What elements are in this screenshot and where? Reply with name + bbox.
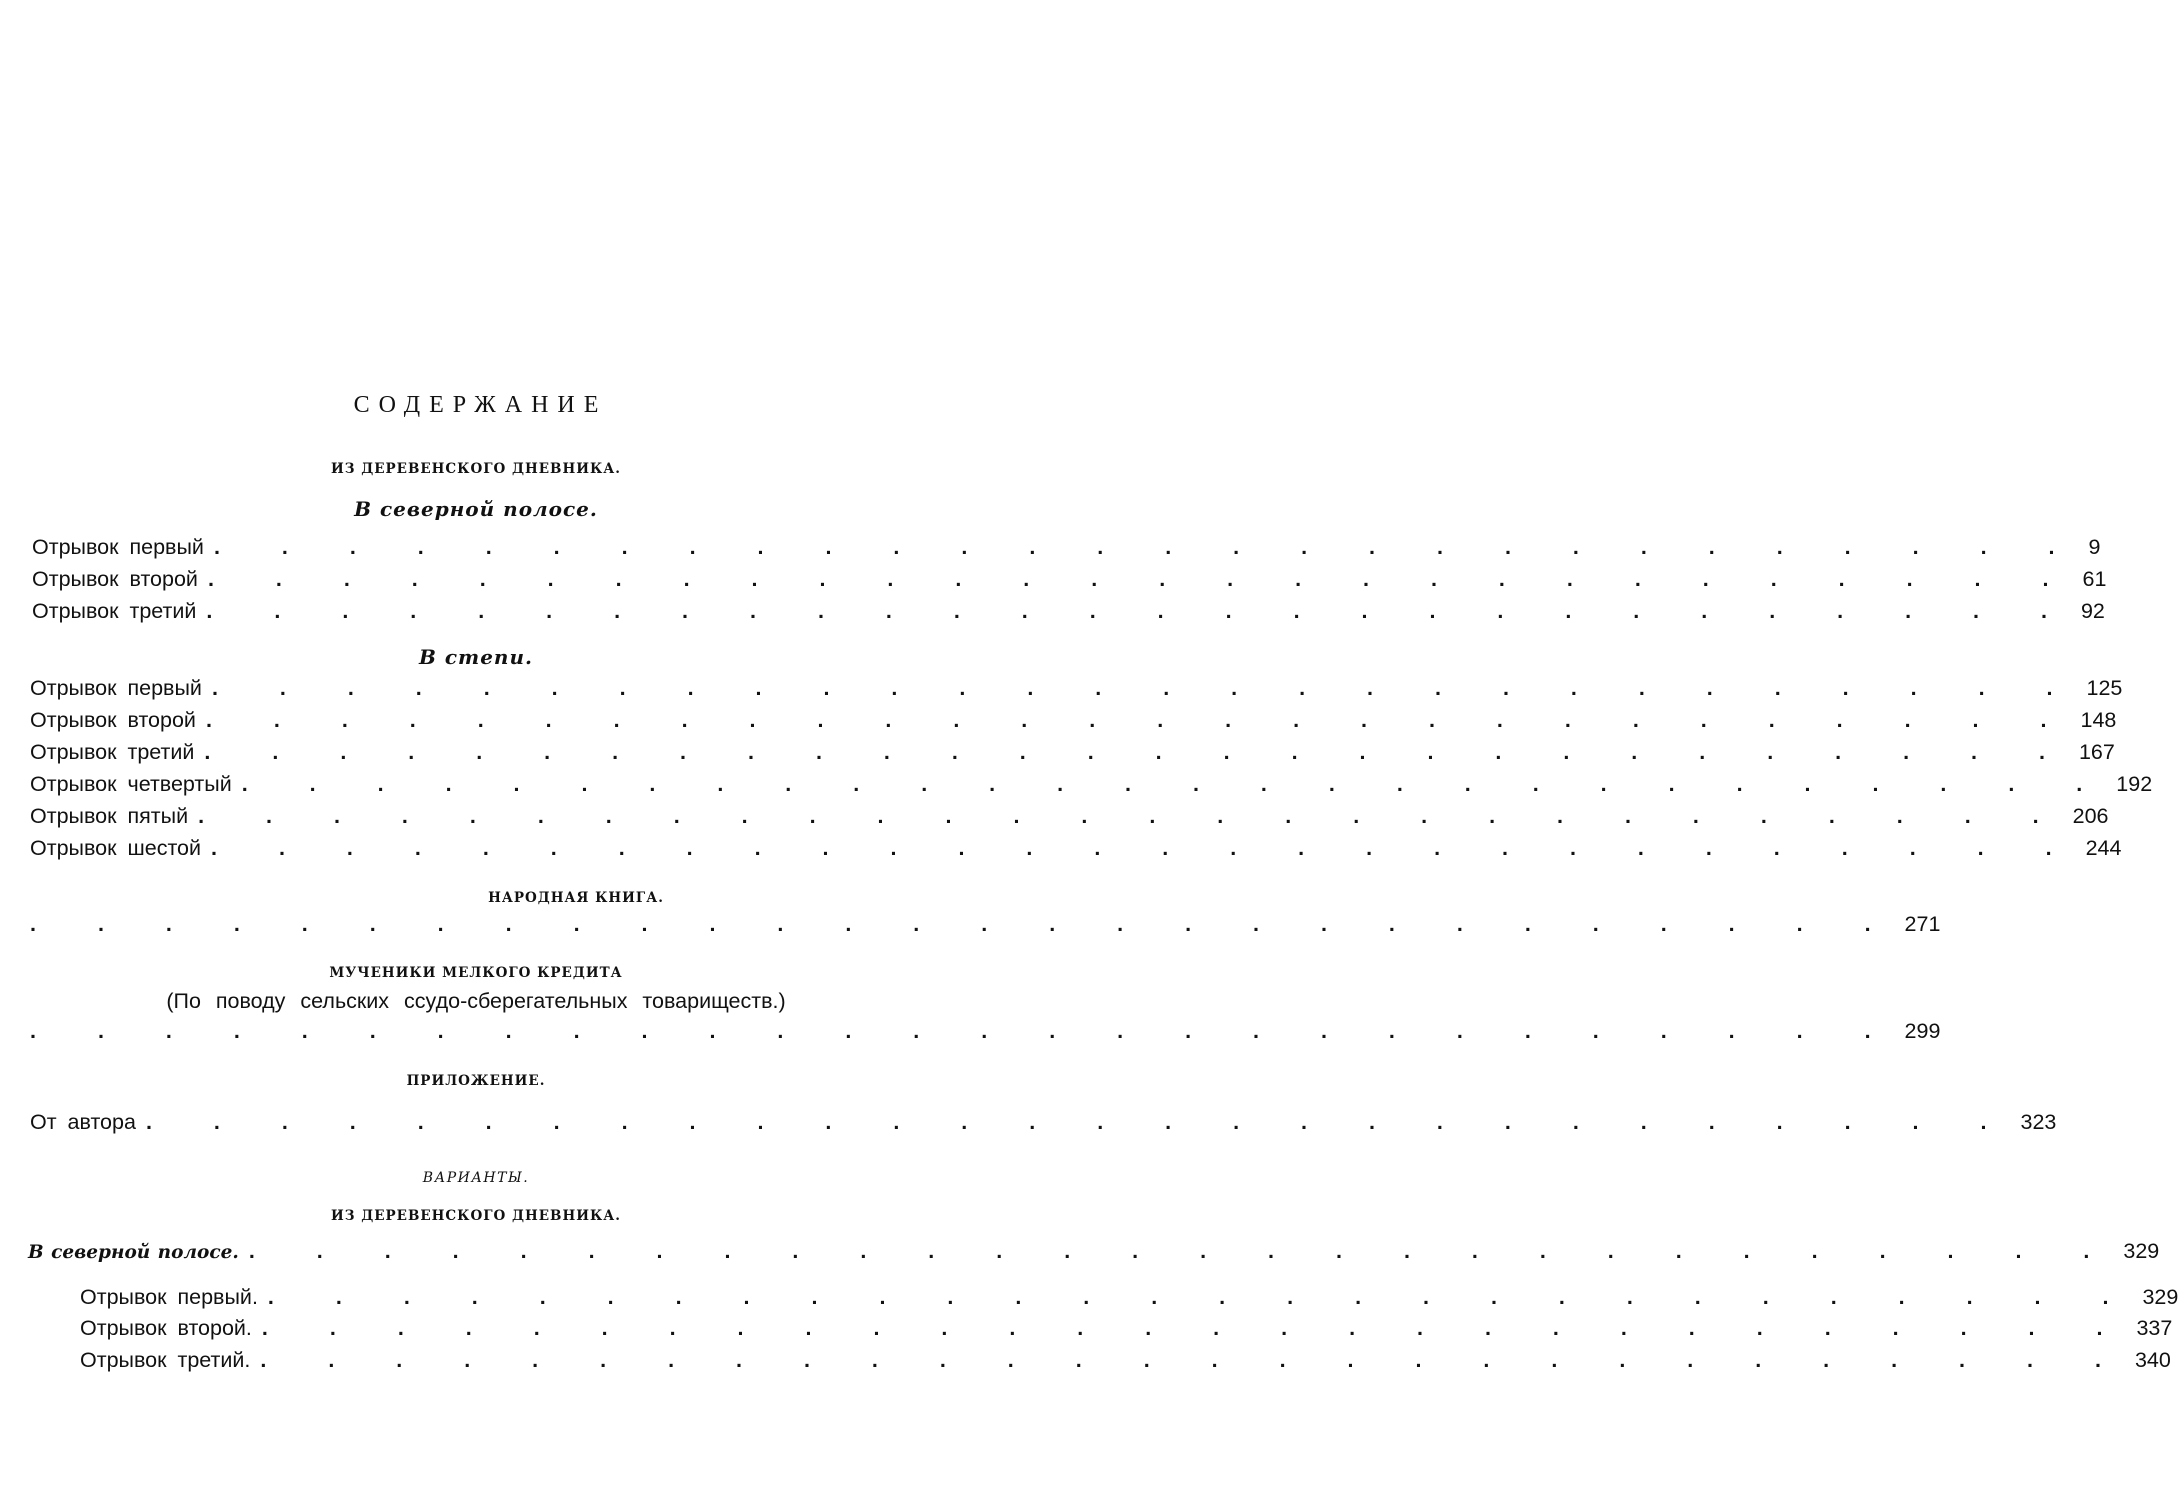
entry-label: Отрывок второй <box>30 708 196 732</box>
dot-leader: . . . . . . . . . . . . . . . . . . . . . . . . . . . . <box>30 1019 1899 1043</box>
entry-label: Отрывок первый <box>30 676 202 700</box>
page-number: 323 <box>2020 1110 2057 1134</box>
subheading-steppe: В степи. <box>419 645 533 669</box>
entry-label: Отрывок второй <box>32 567 198 591</box>
entry-label: Отрывок первый <box>32 535 204 559</box>
dot-leader: . . . . . . . . . . . . . . . . . . . . . . . . . . . . <box>248 1239 2118 1263</box>
page-number: 329 <box>2142 1285 2178 1309</box>
dot-leader: . . . . . . . . . . . . . . . . . . . . . . . . . . . . <box>241 772 2111 796</box>
entry-label: Отрывок шестой <box>30 836 202 860</box>
toc-entry[interactable] <box>30 772 2153 802</box>
dot-leader: . . . . . . . . . . . . . . . . . . . . . . . . . . . . <box>206 599 2075 623</box>
toc-entry[interactable] <box>32 599 2105 629</box>
toc-entry[interactable] <box>30 708 2117 738</box>
entry-label: Отрывок второй. <box>80 1316 252 1340</box>
entry-label: Отрывок третий <box>32 599 197 623</box>
page-number: 340 <box>2134 1348 2171 1372</box>
dot-leader: . . . . . . . . . . . . . . . . . . . . . . . . . . . . <box>211 676 2081 700</box>
toc-entry[interactable] <box>32 567 2107 597</box>
entry-label: Отрывок третий <box>30 740 195 764</box>
dot-leader: . . . . . . . . . . . . . . . . . . . . . . . . . . . . <box>267 1285 2137 1309</box>
page-number: 192 <box>2116 772 2153 796</box>
entry-label: От автора <box>30 1110 136 1134</box>
dot-leader: . . . . . . . . . . . . . . . . . . . . . . . . . . . . <box>261 1316 2131 1340</box>
page-number: 125 <box>2086 676 2123 700</box>
toc-entry[interactable] <box>80 1316 2173 1346</box>
page-number: 167 <box>2078 740 2115 764</box>
dot-leader: . . . . . . . . . . . . . . . . . . . . . . . . . . . . <box>30 912 1899 936</box>
section-heading-martyrs: МУЧЕНИКИ МЕЛКОГО КРЕДИТА <box>329 965 623 981</box>
page-number: 299 <box>1904 1019 1941 1043</box>
toc-entry[interactable] <box>30 912 1941 942</box>
dot-leader: . . . . . . . . . . . . . . . . . . . . . . . . . . . . <box>207 567 2077 591</box>
section-heading-appendix: ПРИЛОЖЕНИЕ. <box>406 1073 546 1089</box>
page-number: 9 <box>2088 535 2101 559</box>
toc-entry[interactable] <box>30 740 2115 770</box>
subheading-northern-strip: В северной полосе. <box>354 497 598 521</box>
section-heading-village-diary: ИЗ ДЕРЕВЕНСКОГО ДНЕВНИКА. <box>331 461 621 477</box>
page-number: 92 <box>2080 599 2105 623</box>
dot-leader: . . . . . . . . . . . . . . . . . . . . . . . . . . . . <box>260 1348 2129 1372</box>
page-title: СОДЕРЖАНИЕ <box>353 392 608 418</box>
entry-label: Отрывок пятый <box>30 804 189 828</box>
toc-entry[interactable] <box>30 836 2122 866</box>
toc-entry[interactable] <box>30 676 2123 706</box>
dot-leader: . . . . . . . . . . . . . . . . . . . . . . . . . . . . <box>145 1110 2015 1134</box>
page-number: 61 <box>2082 567 2107 591</box>
toc-entry[interactable] <box>80 1285 2178 1315</box>
dot-leader: . . . . . . . . . . . . . . . . . . . . . . . . . . . . <box>213 535 2083 559</box>
toc-entry[interactable] <box>32 535 2101 565</box>
toc-entry[interactable] <box>30 804 2109 834</box>
page-number: 244 <box>2085 836 2122 860</box>
toc-entry[interactable] <box>30 1110 2057 1140</box>
toc-entry[interactable] <box>28 1239 2160 1269</box>
toc-entry[interactable] <box>80 1348 2171 1378</box>
toc-entry[interactable] <box>30 1019 1941 1049</box>
page-number: 271 <box>1904 912 1941 936</box>
dot-leader: . . . . . . . . . . . . . . . . . . . . . . . . . . . . <box>205 708 2075 732</box>
page-number: 148 <box>2080 708 2117 732</box>
entry-label: В северной полосе. <box>28 1242 239 1263</box>
entry-label: Отрывок третий. <box>80 1348 251 1372</box>
page-number: 337 <box>2136 1316 2173 1340</box>
dot-leader: . . . . . . . . . . . . . . . . . . . . . . . . . . . . <box>211 836 2080 860</box>
page-number: 206 <box>2072 804 2109 828</box>
section-heading-folk-book: НАРОДНАЯ КНИГА. <box>488 890 664 906</box>
section-note: (По поводу сельских ссудо-сберегательных товариществ.) <box>166 989 786 1013</box>
entry-label: Отрывок четвертый <box>30 772 232 796</box>
entry-label: Отрывок первый. <box>80 1285 258 1309</box>
dot-leader: . . . . . . . . . . . . . . . . . . . . . . . . . . . . <box>204 740 2073 764</box>
subheading-village-diary: ИЗ ДЕРЕВЕНСКОГО ДНЕВНИКА. <box>331 1208 621 1224</box>
dot-leader: . . . . . . . . . . . . . . . . . . . . . . . . . . . . <box>198 804 2067 828</box>
section-heading-variants: ВАРИАНТЫ. <box>422 1170 530 1186</box>
page-number: 329 <box>2123 1239 2160 1263</box>
